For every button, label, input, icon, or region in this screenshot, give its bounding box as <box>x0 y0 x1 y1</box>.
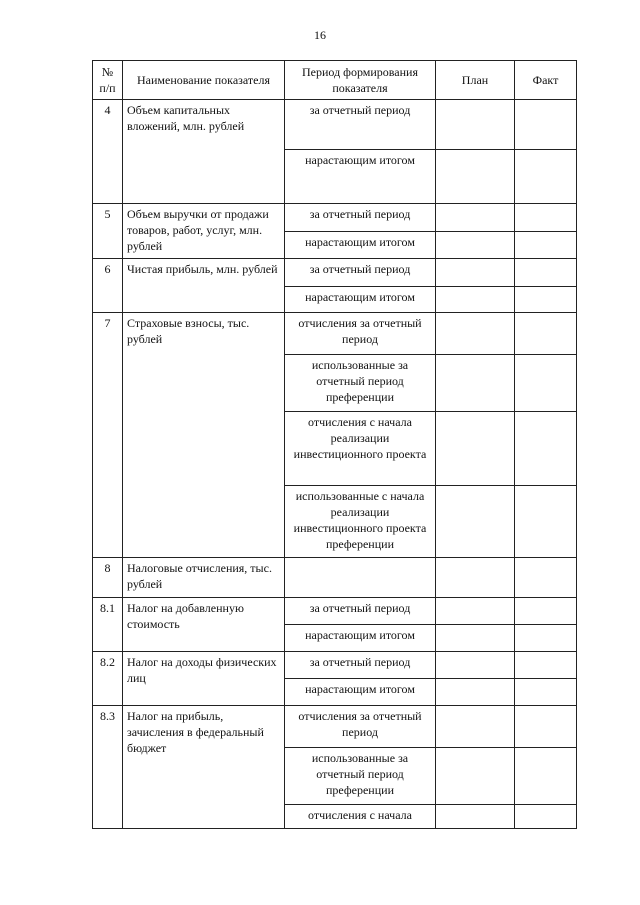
period-cell: за отчетный период <box>285 259 436 287</box>
indicator-name: Налоговые отчисления, тыс. рублей <box>123 558 285 598</box>
plan-cell[interactable] <box>436 805 515 829</box>
indicator-name: Объем выручки от продажи товаров, работ, услуг, млн. рублей <box>123 204 285 259</box>
period-cell: нарастающим итогом <box>285 679 436 706</box>
header-number: № п/п <box>93 61 123 100</box>
table-row <box>93 204 577 232</box>
fact-cell[interactable] <box>515 313 577 355</box>
page-number: 16 <box>314 28 326 42</box>
plan-cell[interactable] <box>436 355 515 412</box>
period-cell: использованные с начала реализации инвестиционного проекта преференции <box>285 486 436 558</box>
indicator-number: 8.1 <box>93 598 123 652</box>
indicator-name: Объем капитальных вложений, млн. рублей <box>123 100 285 204</box>
table-row <box>93 259 577 287</box>
indicator-number: 5 <box>93 204 123 259</box>
indicator-name: Налог на прибыль, зачисления в федеральный бюджет <box>123 706 285 829</box>
fact-cell[interactable] <box>515 652 577 679</box>
table-row <box>93 598 577 625</box>
table-row <box>93 706 577 748</box>
period-cell: нарастающим итогом <box>285 150 436 204</box>
indicator-number: 8 <box>93 558 123 598</box>
plan-cell[interactable] <box>436 679 515 706</box>
table-row <box>93 558 577 598</box>
period-cell: отчисления с начала <box>285 805 436 829</box>
fact-cell[interactable] <box>515 287 577 313</box>
fact-cell[interactable] <box>515 100 577 150</box>
period-cell: отчисления с начала реализации инвестиционного проекта <box>285 412 436 486</box>
fact-cell[interactable] <box>515 598 577 625</box>
plan-cell[interactable] <box>436 313 515 355</box>
plan-cell[interactable] <box>436 287 515 313</box>
plan-cell[interactable] <box>436 100 515 150</box>
period-cell: нарастающим итогом <box>285 287 436 313</box>
indicator-name: Налог на доходы физических лиц <box>123 652 285 706</box>
indicator-name: Страховые взносы, тыс. рублей <box>123 313 285 558</box>
indicator-number: 6 <box>93 259 123 313</box>
fact-cell[interactable] <box>515 232 577 259</box>
period-cell: за отчетный период <box>285 598 436 625</box>
fact-cell[interactable] <box>515 625 577 652</box>
period-cell: за отчетный период <box>285 204 436 232</box>
fact-cell[interactable] <box>515 805 577 829</box>
period-cell: за отчетный период <box>285 652 436 679</box>
header-indicator-name: Наименование показателя <box>123 61 285 100</box>
indicators-table <box>92 60 577 829</box>
plan-cell[interactable] <box>436 232 515 259</box>
period-cell: нарастающим итогом <box>285 232 436 259</box>
fact-cell[interactable] <box>515 204 577 232</box>
header-row <box>93 61 577 100</box>
header-plan: План <box>436 61 515 100</box>
plan-cell[interactable] <box>436 558 515 598</box>
fact-cell[interactable] <box>515 259 577 287</box>
fact-cell[interactable] <box>515 748 577 805</box>
indicator-number: 4 <box>93 100 123 204</box>
table-body <box>93 100 577 829</box>
fact-cell[interactable] <box>515 558 577 598</box>
period-cell: за отчетный период <box>285 100 436 150</box>
period-cell: использованные за отчетный период преференции <box>285 355 436 412</box>
period-cell <box>285 558 436 598</box>
plan-cell[interactable] <box>436 486 515 558</box>
plan-cell[interactable] <box>436 412 515 486</box>
indicator-number: 8.3 <box>93 706 123 829</box>
header-period: Период формирования показателя <box>285 61 436 100</box>
fact-cell[interactable] <box>515 412 577 486</box>
table-row <box>93 313 577 355</box>
plan-cell[interactable] <box>436 748 515 805</box>
period-cell: отчисления за отчетный период <box>285 313 436 355</box>
table-row <box>93 100 577 150</box>
indicator-name: Чистая прибыль, млн. рублей <box>123 259 285 313</box>
plan-cell[interactable] <box>436 259 515 287</box>
header-fact: Факт <box>515 61 577 100</box>
plan-cell[interactable] <box>436 598 515 625</box>
fact-cell[interactable] <box>515 150 577 204</box>
table-row <box>93 652 577 679</box>
plan-cell[interactable] <box>436 625 515 652</box>
plan-cell[interactable] <box>436 204 515 232</box>
period-cell: отчисления за отчетный период <box>285 706 436 748</box>
plan-cell[interactable] <box>436 706 515 748</box>
indicator-number: 8.2 <box>93 652 123 706</box>
fact-cell[interactable] <box>515 486 577 558</box>
fact-cell[interactable] <box>515 355 577 412</box>
period-cell: использованные за отчетный период преференции <box>285 748 436 805</box>
period-cell: нарастающим итогом <box>285 625 436 652</box>
plan-cell[interactable] <box>436 150 515 204</box>
fact-cell[interactable] <box>515 706 577 748</box>
plan-cell[interactable] <box>436 652 515 679</box>
indicator-number: 7 <box>93 313 123 558</box>
fact-cell[interactable] <box>515 679 577 706</box>
indicator-name: Налог на добавленную стоимость <box>123 598 285 652</box>
